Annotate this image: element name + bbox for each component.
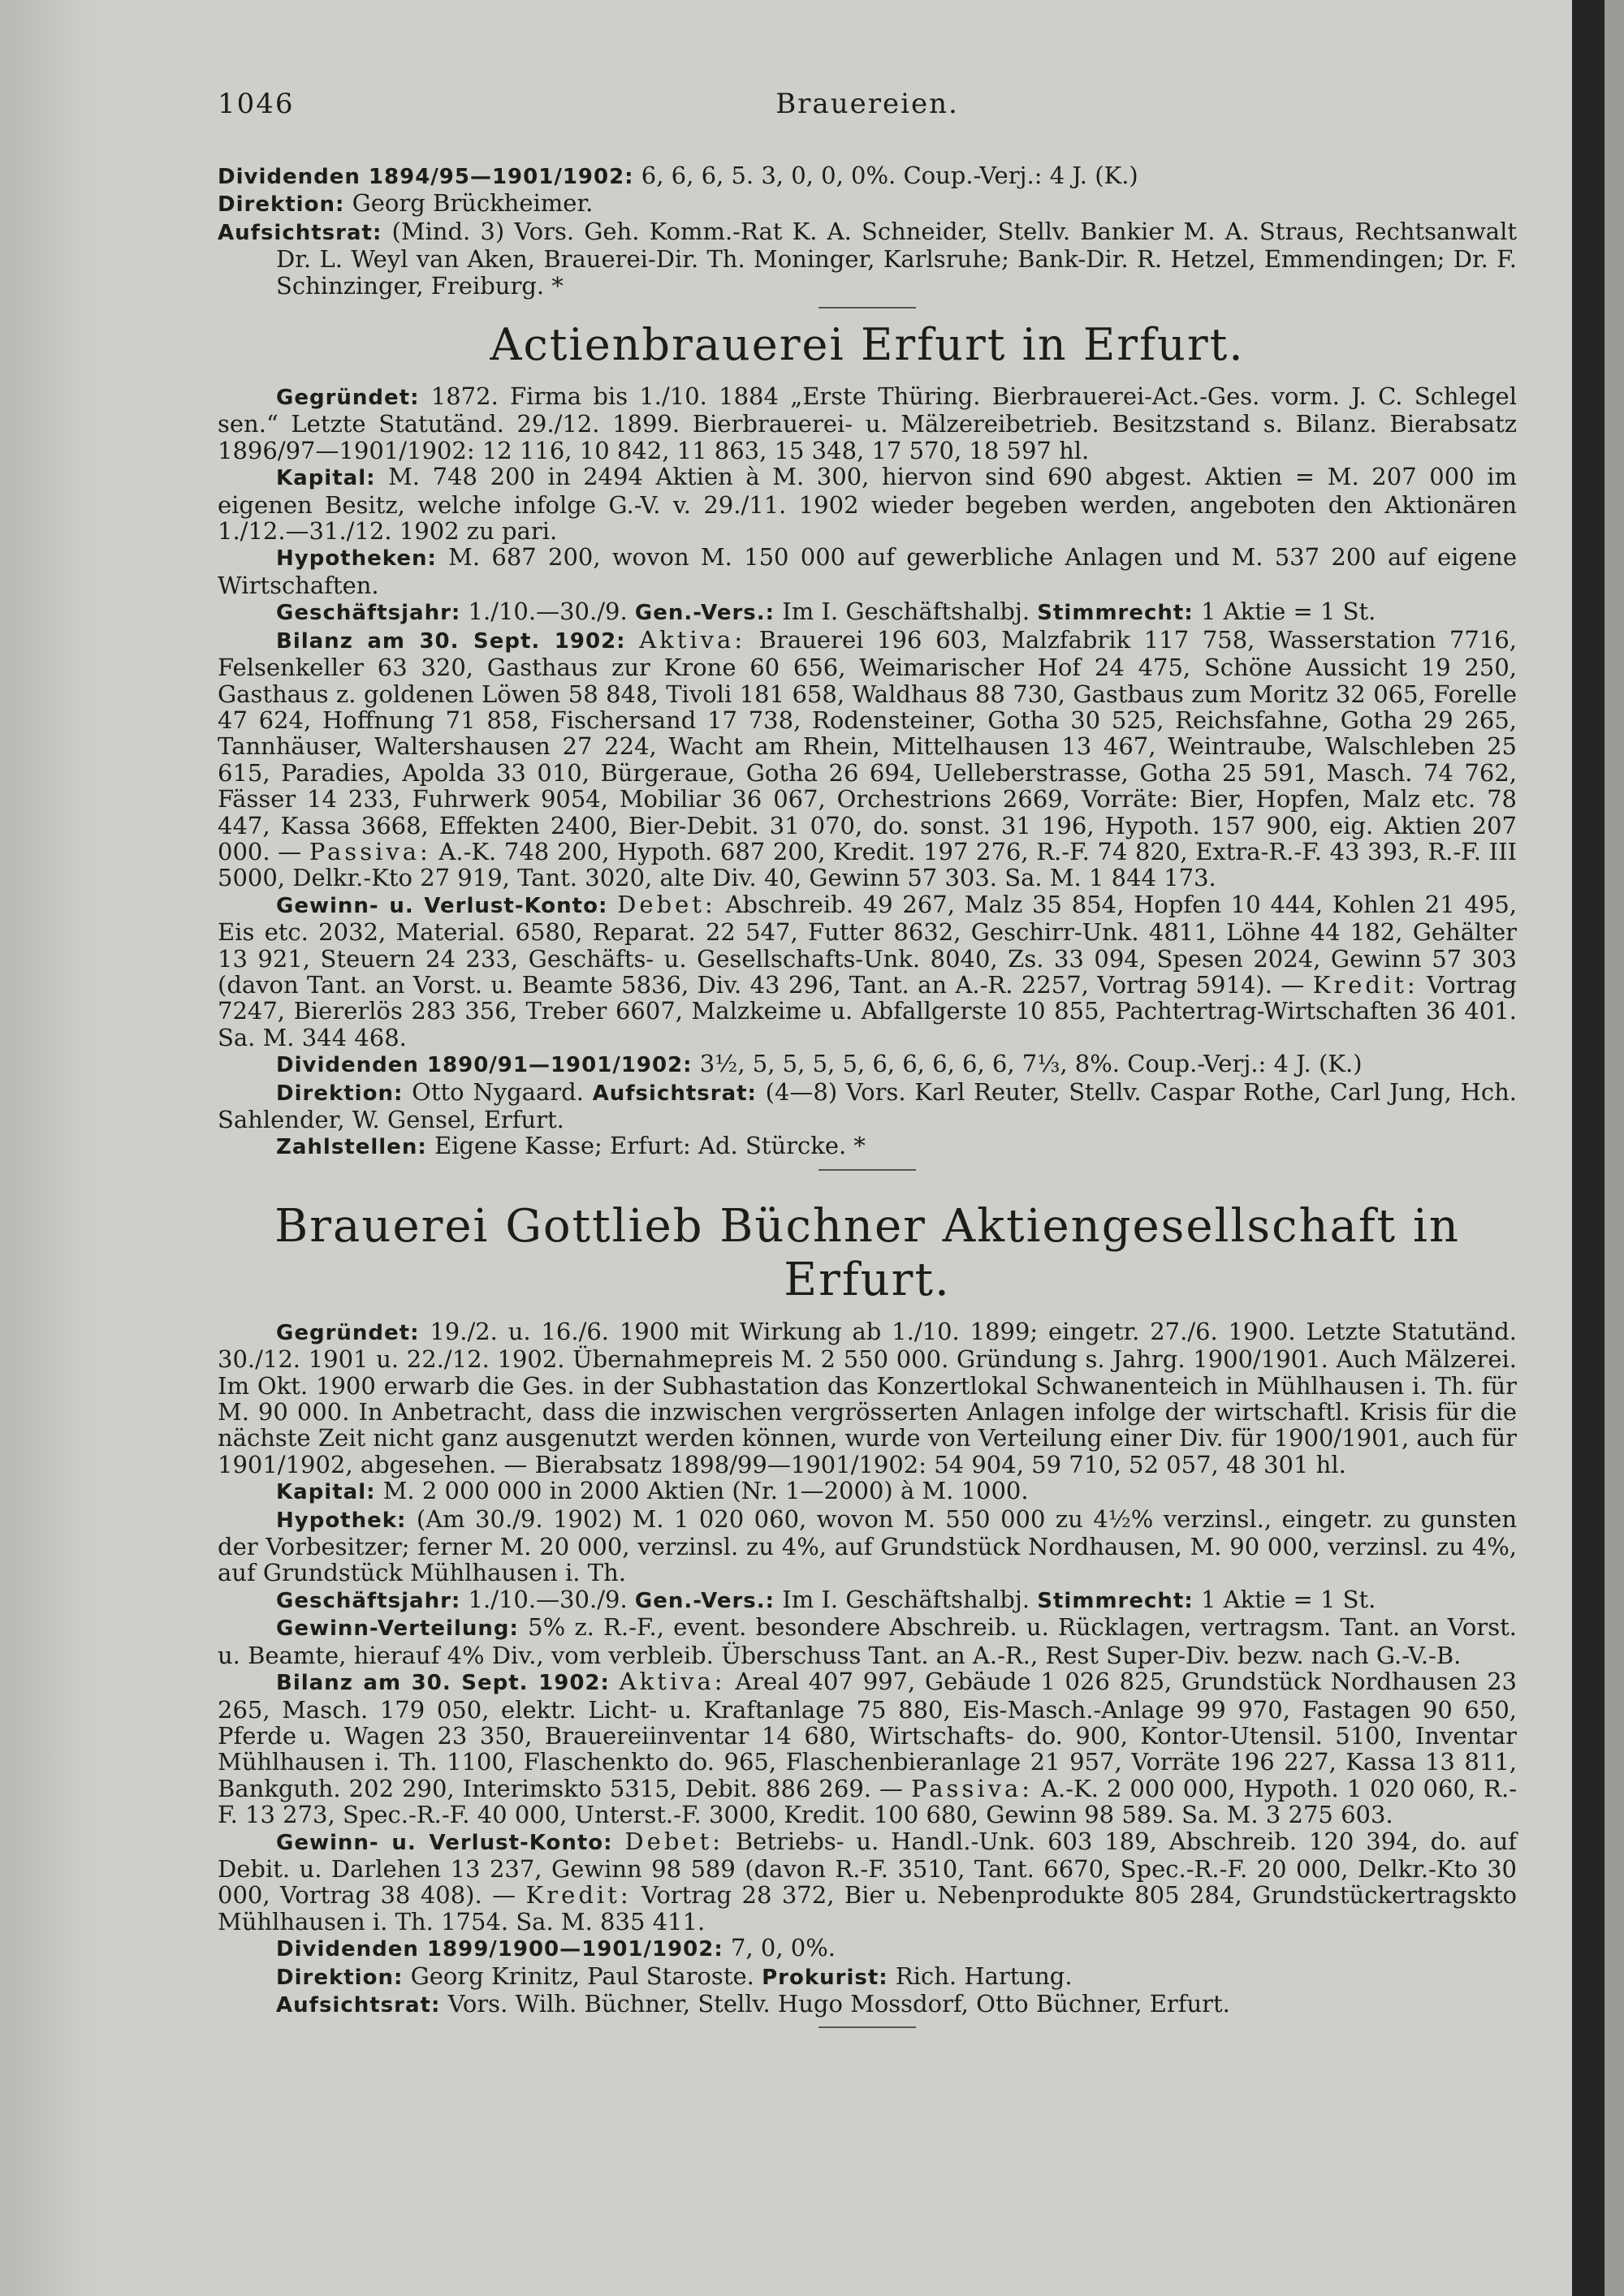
binding-edge [1572,0,1605,2296]
prev-dividenden: Dividenden 1894/95—1901/1902: 6, 6, 6, 5. 3, 0, 0, 0%. Coup.-Verj.: 4 J. (K.) [218,162,1138,189]
page-left-shadow [0,0,97,2296]
erfurt-geschaeftsjahr: Geschäftsjahr: 1./10.—30./9. Gen.-Vers.: Im I. Geschäftshalbj. Stimmrecht: 1 Aktie = 1 St. [276,598,1376,626]
buechner-gegruendet: Gegründet: 19./2. u. 16./6. 1900 mit Wirkung ab 1./10. 1899; eingetr. 27./6. 1900. Letzte Statutänd. 30./12. 1901 u. 22./12. 1902. Übernahmepreis M. 2 550 000. Gründung s. Jahrg. 1900/1901. Auch Mälzerei. Im Okt. 1900 erwarb die Ges. in der Subhastation das Konzertlokal Schwanenteich in Mühlhausen i. Th. für M. 90 000. In Anbetracht, dass die inzwischen vergrösserten Anlagen infolge der wirtschaftl. Krisis für die nächste Zeit nicht ganz ausgenutzt werden können, wurde von Verteilung einer Div. für 1900/1901, auch für 1901/1902, abgesehen. — Bierabsatz 1898/99—1901/1902: 54 904, 59 710, 52 057, 48 301 hl. [218,1317,1517,1478]
erfurt-gewinn-verlust: Gewinn- u. Verlust-Konto: Debet: Abschreib. 49 267, Malz 35 854, Hopfen 10 444, Kohlen 21 495, Eis etc. 2032, Material. 6580, Reparat. 22 547, Futter 8632, Geschirr-Unk. 4811, Löhne 44 182, Gehälter 13 921, Steuern 24 233, Geschäfts- u. Gesellschafts-Unk. 8040, Zs. 33 094, Spesen 2024, Gewinn 57 303 (davon Tant. an Vorst. u. Beamte 5836, Div. 43 296, Tant. an A.-R. 2257, Vortrag 5914). — Kredit: Vortrag 7247, Biererlös 283 356, Treber 6607, Malzkeime u. Abfallgerste 10 855, Pachtertrag-Wirtschaften 36 401. Sa. M. 344 468. [218,890,1518,1051]
separator-rule [818,2026,916,2028]
buechner-gewinnverteilung: Gewinn-Verteilung: 5% z. R.-F., event. besondere Abschreib. u. Rücklagen, vertragsm. Tant. an Vorst. u. Beamte, hierauf 4% Div., vom verbleib. Überschuss Tant. an A.-R., Rest Super-Div. bezw. nach G.-V.-B. [218,1613,1517,1669]
buechner-gewinn-verlust: Gewinn- u. Verlust-Konto: Debet: Betriebs- u. Handl.-Unk. 603 189, Abschreib. 120 394, do. auf Debit. u. Darlehen 13 237, Gewinn 98 589 (davon R.-F. 3510, Tant. 6670, Spec.-R.-F. 20 000, Delkr.-Kto 30 000, Vortrag 38 408). — Kredit: Vortrag 28 372, Bier u. Nebenprodukte 805 284, Grundstückertragskto Mühlhausen i. Th. 1754. Sa. M. 835 411. [218,1827,1518,1936]
buechner-dividenden: Dividenden 1899/1900—1901/1902: 7, 0, 0%. [276,1934,836,1962]
running-header [218,88,1517,133]
prev-aufsichtsrat: Aufsichtsrat: (Mind. 3) Vors. Geh. Komm.-Rat K. A. Schneider, Stellv. Bankier M. A. Straus, Rechtsanwalt Dr. L. Weyl van Aken, Brauerei-Dir. Th. Moninger, Karlsruhe; Bank-Dir. R. Hetzel, Emmendingen; Dr. F. Schinzinger, Freiburg. * [218,217,1517,300]
buechner-kapital: Kapital: M. 2 000 000 in 2000 Aktien (Nr. 1—2000) à M. 1000. [276,1477,1029,1505]
separator-rule [818,307,916,309]
erfurt-bilanz: Bilanz am 30. Sept. 1902: Aktiva: Brauerei 196 603, Malzfabrik 117 758, Wasserstation 7716, Felsenkeller 63 320, Gasthaus zur Krone 60 656, Weimarischer Hof 24 475, Schöne Aussicht 19 250, Gasthaus z. goldenen Löwen 58 848, Tivoli 181 658, Waldhaus 88 730, Gastbaus zum Moritz 32 065, Forelle 47 624, Hoffnung 71 858, Fischersand 17 738, Rodensteiner, Gotha 30 525, Reichsfahne, Gotha 29 265, Tannhäuser, Waltershausen 27 224, Wacht am Rhein, Mittelhausen 13 467, Weintraube, Walschleben 25 615, Paradies, Apolda 33 010, Bürgeraue, Gotha 26 694, Uelleberstrasse, Gotha 25 591, Masch. 74 762, Fässer 14 233, Fuhrwerk 9054, Mobiliar 36 067, Orchestrions 2669, Vorräte: Bier, Hopfen, Malz etc. 78 447, Kassa 3668, Effekten 2400, Bier-Debit. 31 070, do. sonst. 31 196, Hypoth. 157 900, eig. Aktien 207 000. — Passiva: A.-K. 748 200, Hypoth. 687 200, Kredit. 197 276, R.-F. 74 820, Extra-R.-F. 43 393, R.-F. III 5000, Delkr.-Kto 27 919, Tant. 3020, alte Div. 40, Gewinn 57 303. Sa. M. 1 844 173. [218,625,1517,892]
page-content [218,88,1517,2038]
scan-margin [1605,0,1624,2296]
erfurt-hypotheken: Hypotheken: M. 687 200, wovon M. 150 000 auf gewerbliche Anlagen und M. 537 200 auf eigene Wirtschaften. [218,543,1517,599]
erfurt-dividenden: Dividenden 1890/91—1901/1902: 3½, 5, 5, 5, 5, 6, 6, 6, 6, 6, 7⅓, 8%. Coup.-Verj.: 4 J. (K.) [276,1050,1363,1078]
erfurt-kapital: Kapital: M. 748 200 in 2494 Aktien à M. 300, hiervon sind 690 abgest. Aktien = M. 207 000 im eigenen Besitz, welche infolge G.-V. v. 29./11. 1902 wieder begeben werden, angeboten den Aktionären 1./12.—31./12. 1902 zu pari. [218,463,1517,546]
page-number: 1046 [218,88,295,120]
buechner-geschaeftsjahr: Geschäftsjahr: 1./10.—30./9. Gen.-Vers.: Im I. Geschäftshalbj. Stimmrecht: 1 Aktie = 1 St. [276,1585,1376,1613]
company-title-buechner: Brauerei Gottlieb Büchner Aktiengesellschaft in Erfurt. [274,1199,1460,1306]
running-title: Brauereien. [775,88,959,120]
buechner-direktion: Direktion: Georg Krinitz, Paul Staroste. Prokurist: Rich. Hartung. [276,1962,1073,1990]
prev-direktion: Direktion: Georg Brückheimer. [218,189,594,218]
erfurt-direktion-aufsichtsrat: Direktion: Otto Nygaard. Aufsichtsrat: (4—8) Vors. Karl Reuter, Stellv. Caspar Rothe, Carl Jung, Hch. Sahlender, W. Gensel, Erfurt. [218,1077,1518,1133]
erfurt-gegruendet: Gegründet: 1872. Firma bis 1./10. 1884 „Erste Thüring. Bierbrauerei-Act.-Ges. vorm. J. C. Schlegel sen.“ Letzte Statutänd. 29./12. 1899. Bierbrauerei- u. Mälzereibetrieb. Besitzstand s. Bilanz. Bierabsatz 1896/97—1901/1902: 12 116, 10 842, 11 863, 15 348, 17 570, 18 597 hl. [218,382,1517,464]
buechner-bilanz: Bilanz am 30. Sept. 1902: Aktiva: Areal 407 997, Gebäude 1 026 825, Grundstück Nordhausen 23 265, Masch. 179 050, elektr. Licht- u. Kraftanlage 75 880, Eis-Masch.-Anlage 99 970, Fastagen 90 650, Pferde u. Wagen 23 350, Brauereiinventar 14 680, Wirtschafts- do. 900, Kontor-Utensil. 5100, Inventar Mühlhausen i. Th. 1100, Flaschenkto do. 965, Flaschenbieranlage 21 957, Vorräte 196 227, Kassa 13 811, Bankguth. 202 290, Interimskto 5315, Debit. 886 269. — Passiva: A.-K. 2 000 000, Hypoth. 1 020 060, R.-F. 13 273, Spec.-R.-F. 40 000, Unterst.-F. 3000, Kredit. 100 680, Gewinn 98 589. Sa. M. 3 275 603. [218,1668,1518,1829]
buechner-aufsichtsrat: Aufsichtsrat: Vors. Wilh. Büchner, Stellv. Hugo Mossdorf, Otto Büchner, Erfurt. [276,1989,1230,2018]
separator-rule [818,1169,916,1171]
company-title-erfurt: Actienbrauerei Erfurt in Erfurt. [490,319,1245,371]
buechner-hypothek: Hypothek: (Am 30./9. 1902) M. 1 020 060, wovon M. 550 000 zu 4½% verzinsl., eingetr. zu gunsten der Vorbesitzer; ferner M. 20 000, verzinsl. zu 4%, auf Grundstück Nordhausen, M. 90 000, verzinsl. zu 4%, auf Grundstück Mühlhausen i. Th. [218,1504,1517,1587]
erfurt-zahlstellen: Zahlstellen: Eigene Kasse; Erfurt: Ad. Stürcke. * [276,1132,866,1160]
